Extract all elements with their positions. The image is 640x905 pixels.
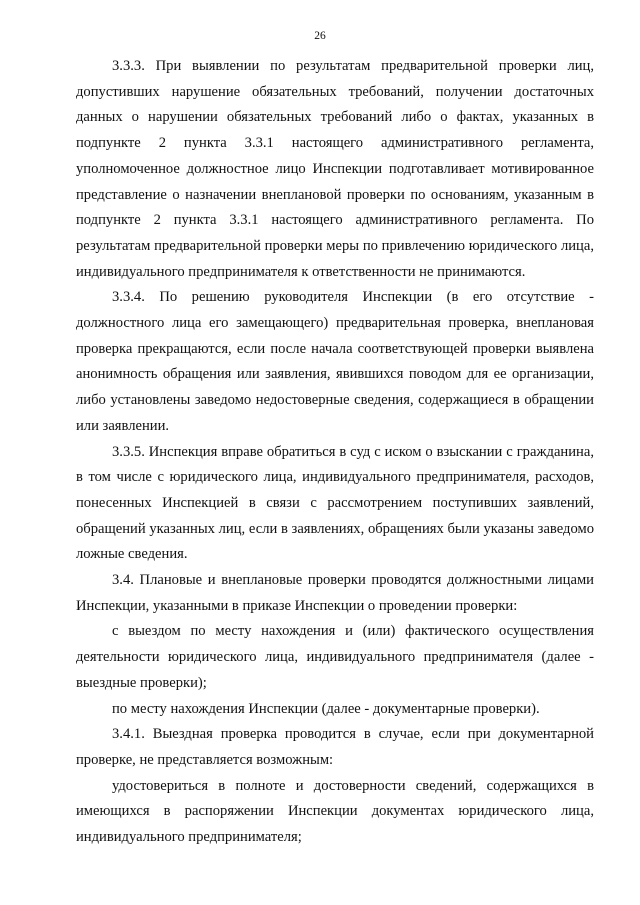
page-number: 26	[314, 30, 326, 42]
document-body	[76, 54, 594, 851]
paragraph-verify-completeness: удостовериться в полноте и достоверности сведений, содержащихся в имеющихся в распоряжении Инспекции документах юридического лица, индивидуального предпринимателя;	[76, 777, 594, 846]
paragraph-on-site-inspections: с выездом по месту нахождения и (или) фактического осуществления деятельности юридического лица, индивидуального предпринимателя (далее - выездные проверки);	[76, 623, 594, 691]
paragraph-3-3-4: 3.3.4. По решению руководителя Инспекции (в его отсутствие - должностного лица его замещающего) предварительная проверка, внеплановая проверка прекращаются, если после начала соответствующей проверки выявлена анонимность обращения или заявления, явившихся поводом для ее организации, либо установлены заведомо недостоверные сведения, содержащиеся в обращении или заявлении.	[76, 289, 594, 434]
paragraph-3-4: 3.4. Плановые и внеплановые проверки проводятся должностными лицами Инспекции, указанными в приказе Инспекции о проведении проверки:	[76, 572, 594, 614]
paragraph-documentary-inspections: по месту нахождения Инспекции (далее - документарные проверки).	[112, 700, 540, 717]
paragraph-3-4-1: 3.4.1. Выездная проверка проводится в случае, если при документарной проверке, не представляется возможным:	[76, 726, 594, 768]
paragraph-3-3-5: 3.3.5. Инспекция вправе обратиться в суд с иском о взыскании с гражданина, в том числе с юридического лица, индивидуального предпринимателя, расходов, понесенных Инспекцией в связи с рассмотрением поступивших заявлений, обращений указанных лиц, если в заявлениях, обращениях были указаны заведомо ложные сведения.	[76, 443, 594, 563]
paragraph-3-3-3: 3.3.3. При выявлении по результатам предварительной проверки лиц, допустивших нарушение обязательных требований, получении достаточных данных о нарушении обязательных требований либо о фактах, указанных в подпункте 2 пункта 3.3.1 настоящего административного регламента, уполномоченное должностное лицо Инспекции подготавливает мотивированное представление о назначении внеплановой проверки по основаниям, указанным в подпункте 2 пункта 3.3.1 настоящего административного регламента. По результатам предварительной проверки меры по привлечению юридического лица, индивидуального предпринимателя к ответственности не принимаются.	[76, 58, 594, 280]
